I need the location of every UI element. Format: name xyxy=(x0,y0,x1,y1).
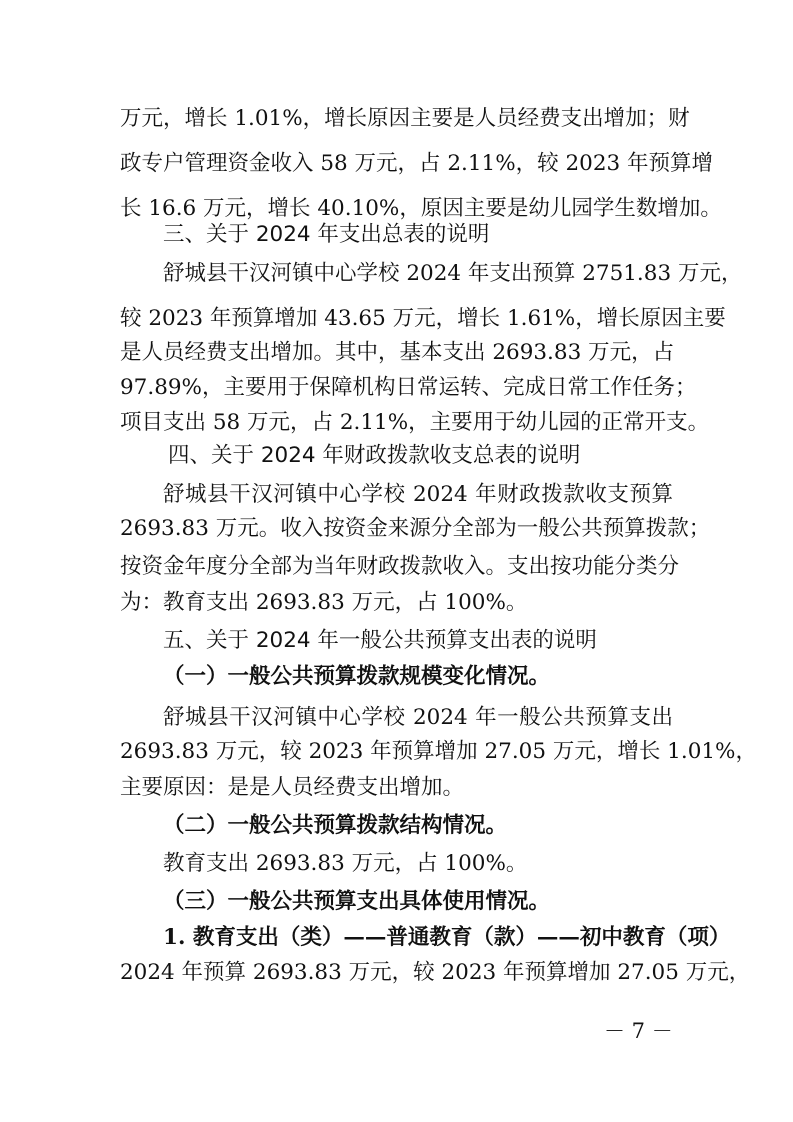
paragraph-line: 2693.83 万元。收入按资金来源分全部为一般公共预算拨款； xyxy=(120,516,711,541)
item-heading: 1. 教育支出（类）——普通教育（款）——初中教育（项） xyxy=(163,925,731,950)
paragraph-line: 教育支出 2693.83 万元，占 100%。 xyxy=(163,851,528,876)
paragraph-line: 舒城县干汉河镇中心学校 2024 年支出预算 2751.83 万元， xyxy=(163,261,743,286)
paragraph-line: 主要原因：是是人员经费支出增加。 xyxy=(120,775,465,800)
subheading-2: （二）一般公共预算拨款结构情况。 xyxy=(163,813,508,838)
subheading-3: （三）一般公共预算支出具体使用情况。 xyxy=(163,889,551,914)
paragraph-line: 万元，增长 1.01%，增长原因主要是人员经费支出增加；财 xyxy=(120,106,690,131)
paragraph-line: 为：教育支出 2693.83 万元，占 100%。 xyxy=(120,590,528,615)
paragraph-line: 舒城县干汉河镇中心学校 2024 年一般公共预算支出 xyxy=(163,705,673,730)
paragraph-line: 政专户管理资金收入 58 万元，占 2.11%，较 2023 年预算增 xyxy=(120,151,714,176)
section-heading-5: 五、关于 2024 年一般公共预算支出表的说明 xyxy=(163,628,597,653)
paragraph-line: 按资金年度分全部为当年财政拨款收入。支出按功能分类分 xyxy=(120,554,680,579)
section-heading-4: 四、关于 2024 年财政拨款收支总表的说明 xyxy=(168,443,581,468)
paragraph-line: 2693.83 万元，较 2023 年预算增加 27.05 万元，增长 1.01%， xyxy=(120,739,757,764)
subheading-1: （一）一般公共预算拨款规模变化情况。 xyxy=(163,664,551,689)
section-heading-3: 三、关于 2024 年支出总表的说明 xyxy=(163,222,490,247)
paragraph-line: 项目支出 58 万元，占 2.11%，主要用于幼儿园的正常开支。 xyxy=(120,410,710,435)
paragraph-line: 2024 年预算 2693.83 万元，较 2023 年预算增加 27.05 万元， xyxy=(120,960,751,985)
paragraph-line: 舒城县干汉河镇中心学校 2024 年财政拨款收支预算 xyxy=(163,482,673,507)
paragraph-line: 较 2023 年预算增加 43.65 万元，增长 1.61%，增长原因主要 xyxy=(120,306,726,331)
paragraph-line: 是人员经费支出增加。其中，基本支出 2693.83 万元，占 xyxy=(120,340,675,365)
paragraph-line: 97.89%，主要用于保障机构日常运转、完成日常工作任务； xyxy=(120,375,697,400)
page-number: － 7 － xyxy=(604,1019,673,1043)
paragraph-line: 长 16.6 万元，增长 40.10%，原因主要是幼儿园学生数增加。 xyxy=(120,196,722,221)
